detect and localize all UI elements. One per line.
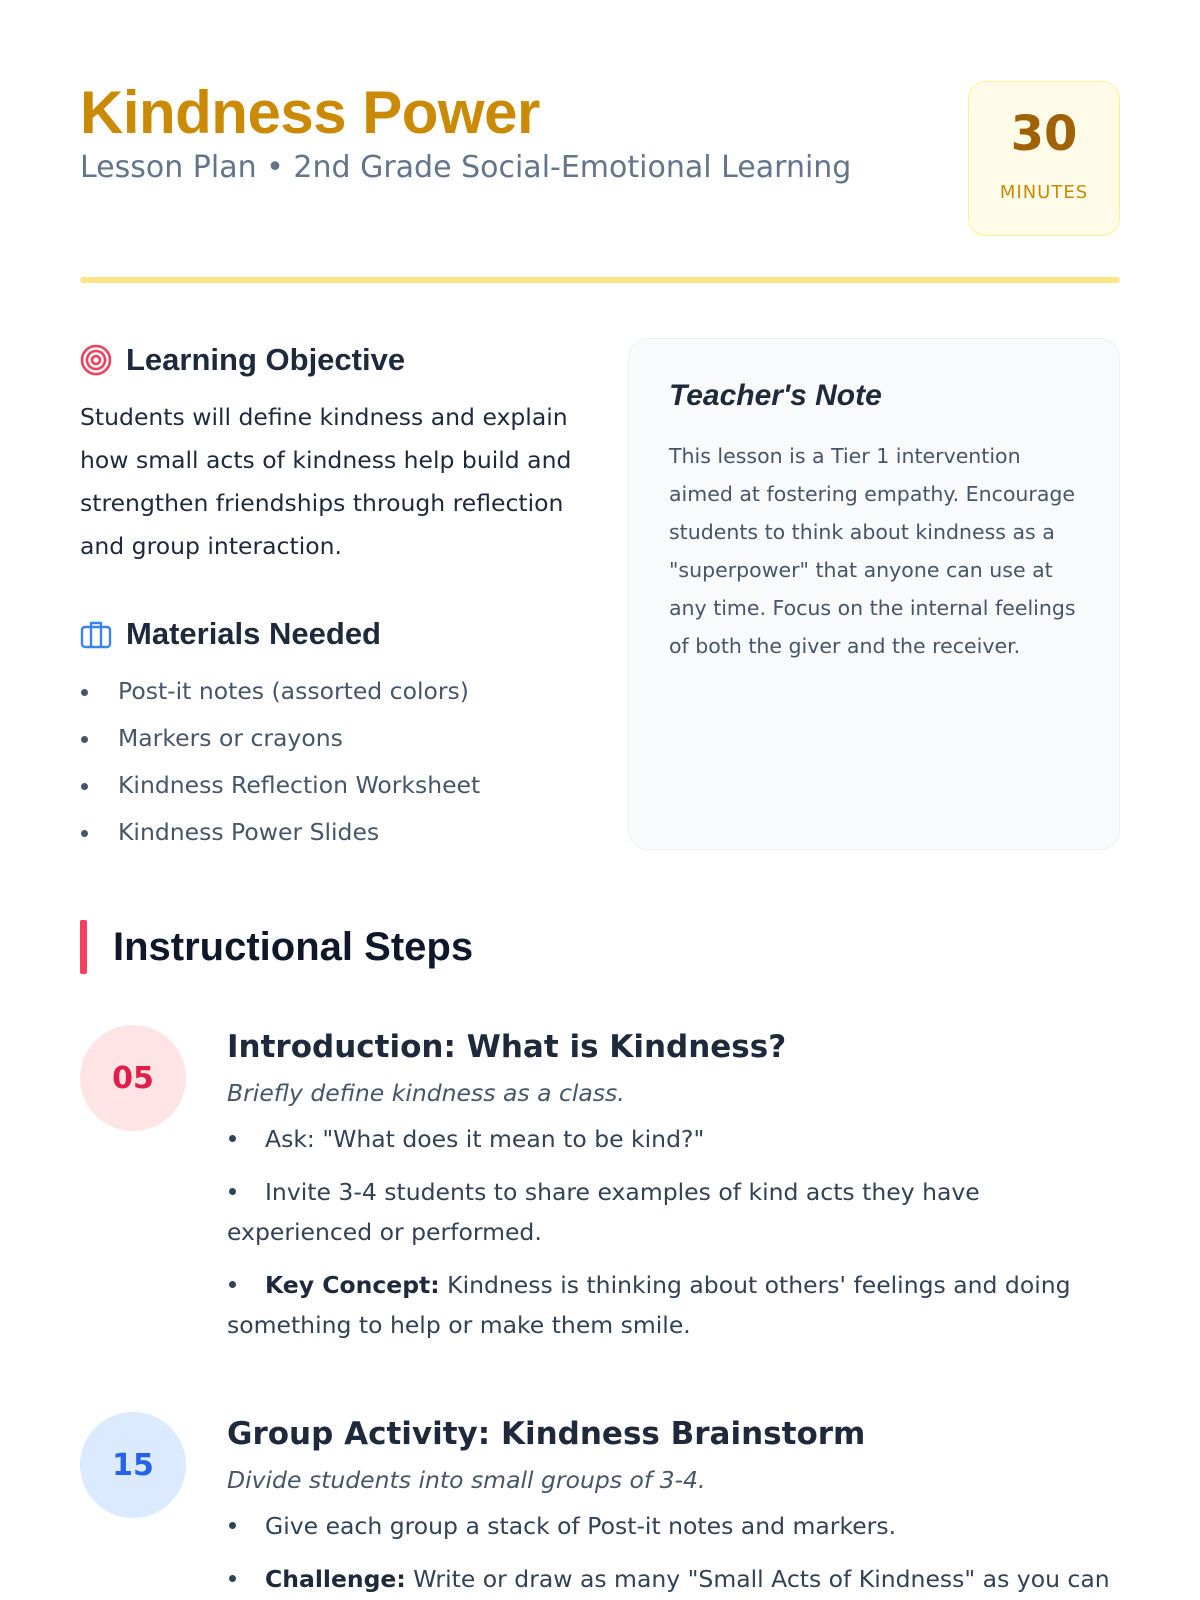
objective-heading — [80, 342, 405, 378]
lesson-subtitle: Lesson Plan • 2nd Grade Social-Emotional Learning — [80, 150, 852, 185]
bullet-text: Kindness is thinking about others' feelings and doing something to help or make them smile. — [227, 1271, 1071, 1339]
list-item — [227, 1559, 1120, 1599]
lesson-plan-page — [80, 0, 1120, 1600]
objective-text: Students will define kindness and explain how small acts of kindness help build and strengthen friendships through reflection and group interaction. — [80, 403, 572, 560]
bullet-dot — [229, 1522, 236, 1529]
header-divider — [80, 277, 1120, 283]
list-item: Kindness Power Slides — [80, 809, 600, 856]
step-subtitle: Divide students into small groups of 3-4. — [227, 1466, 706, 1494]
bullet-text: Ask: "What does it mean to be kind?" — [265, 1125, 705, 1153]
target-icon — [80, 344, 112, 376]
steps-accent-bar — [80, 920, 87, 974]
bullet-dot — [229, 1575, 236, 1582]
bullet-dot — [229, 1188, 236, 1195]
teacher-note-body: This lesson is a Tier 1 intervention aimed at fostering empathy. Encourage students to think about kindness as a "superpower" that anyone can use at any time. Focus on the internal feelings of both the giver and the receiver. — [669, 444, 1076, 658]
bullet-label: Challenge: — [265, 1565, 406, 1593]
list-item — [227, 1506, 1120, 1546]
list-item: Kindness Reflection Worksheet — [80, 762, 600, 809]
bullet-dot — [229, 1281, 236, 1288]
bullet-label: Key Concept: — [265, 1271, 440, 1299]
list-item: Post-it notes (assorted colors) — [80, 668, 600, 715]
materials-heading-label: Materials Needed — [126, 616, 381, 651]
bullet-text: Write or draw as many "Small Acts of Kindness" as you can — [405, 1565, 1110, 1593]
lesson-title: Kindness Power — [80, 79, 540, 146]
bullet-text: Invite 3-4 students to share examples of kind acts they have experienced or performed. — [227, 1178, 980, 1246]
bullet-text: Give each group a stack of Post-it notes and markers. — [265, 1512, 897, 1540]
briefcase-icon — [80, 618, 112, 650]
list-item — [227, 1265, 1120, 1345]
step-bullet-list — [227, 1506, 1120, 1599]
step-bullet-list — [227, 1119, 1120, 1345]
step-subtitle: Briefly define kindness as a class. — [227, 1079, 625, 1107]
step-minutes-badge: 15 — [80, 1412, 186, 1518]
objective-heading-label: Learning Objective — [126, 342, 406, 377]
list-item — [227, 1172, 1120, 1252]
duration-value: 30 — [1010, 106, 1078, 162]
bullet-dot — [229, 1135, 236, 1142]
steps-heading — [80, 920, 473, 974]
materials-list — [80, 668, 600, 856]
teacher-note-title: Teacher's Note — [669, 379, 882, 412]
list-item — [227, 1119, 1120, 1159]
teacher-note-card — [628, 338, 1120, 850]
step-content — [227, 1416, 1120, 1600]
duration-unit: MINUTES — [999, 182, 1089, 203]
step-minutes-badge: 05 — [80, 1025, 186, 1131]
step-title: Introduction: What is Kindness? — [227, 1029, 787, 1065]
materials-heading — [80, 616, 381, 652]
step-content — [227, 1029, 1120, 1358]
steps-heading-label: Instructional Steps — [113, 924, 474, 969]
step-title: Group Activity: Kindness Brainstorm — [227, 1416, 866, 1452]
duration-badge — [968, 81, 1120, 236]
list-item: Markers or crayons — [80, 715, 600, 762]
